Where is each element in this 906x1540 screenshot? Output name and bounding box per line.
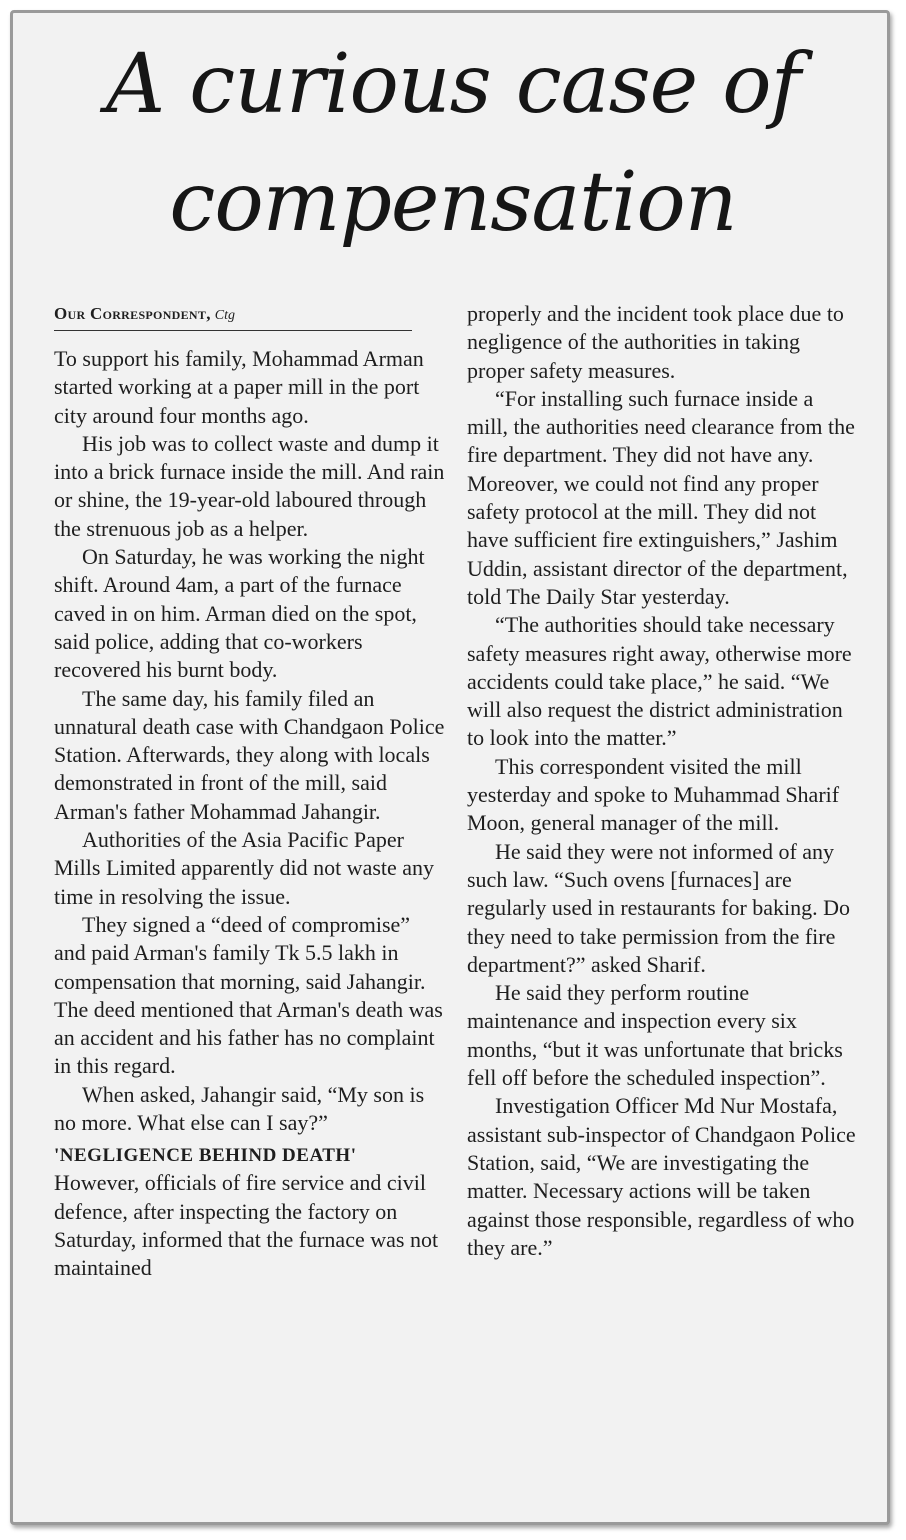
paragraph: Authorities of the Asia Pacific Paper Mills Limited apparently did not waste any time in resolving the issue. <box>54 827 435 909</box>
paragraph: They signed a “deed of compromise” and paid Arman's family Tk 5.5 lakh in compensation that morning, said Jahangir. The deed mentioned that Arman's death was an accident and his father has no complaint in this regard. <box>54 911 443 1079</box>
paragraph: He said they perform routine maintenance and inspection every six months, “but it was unfortunate that bricks fell off before the scheduled inspection”. <box>467 980 843 1091</box>
paragraph-continuation: properly and the incident took place due to negligence of the authorities in taking proper safety measures. <box>467 301 844 383</box>
paragraph: The same day, his family filed an unnatural death case with Chandgaon Police Station. Afterwards, they along with locals demonstrated in front of the mill, said Arman's father Mohammad Jahangir. <box>54 685 445 824</box>
paragraph: This correspondent visited the mill yesterday and spoke to Muhammad Sharif Moon, general manager of the mill. <box>467 753 840 836</box>
byline <box>54 300 412 331</box>
paragraph: Investigation Officer Md Nur Mostafa, assistant sub-inspector of Chandgaon Police Station, said, “We are investigating the matter. Necessary actions will be taken against those responsible, regardless of who they are.” <box>467 1093 856 1260</box>
paragraph: On Saturday, he was working the night shift. Around 4am, a part of the furnace caved in on him. Arman died on the spot, said police, adding that co-workers recovered his burnt body. <box>54 544 425 683</box>
byline-location: Ctg <box>214 308 235 323</box>
article-column-left <box>54 300 446 1283</box>
paragraph: “The authorities should take necessary safety measures right away, otherwise more accidents could take place,” he said. “We will also request the district administration to look into the matter.” <box>467 612 852 751</box>
paragraph: “For installing such furnace inside a mill, the authorities need clearance from the fire department. They did not have any. Moreover, we could not find any proper safety protocol at the mill. They did not have sufficient fire extinguishers,” Jashim Uddin, assistant director of the department, told The Daily Star yesterday. <box>467 385 855 609</box>
paragraph: He said they were not informed of any such law. “Such ovens [furnaces] are regularly used in restaurants for baking. Do they need to take permission from the fire department?” asked Sharif. <box>467 838 851 977</box>
paragraph: When asked, Jahangir said, “My son is no more. What else can I say?” <box>54 1081 425 1136</box>
headline-line-2: compensation <box>169 155 737 250</box>
paragraph: However, officials of fire service and civil defence, after inspecting the factory on Saturday, informed that the furnace was not maintained <box>54 1170 439 1281</box>
paragraph: His job was to collect waste and dump it into a brick furnace inside the mill. And rain or shine, the 19-year-old laboured through the strenuous job as a helper. <box>54 430 445 541</box>
headline-line-1: A curious case of <box>106 37 800 132</box>
byline-author: Our Correspondent, <box>54 304 211 323</box>
paragraph: To support his family, Mohammad Arman started working at a paper mill in the port city around four months ago. <box>54 346 424 428</box>
section-subhead: 'NEGLIGENCE BEHIND DEATH' <box>54 1145 357 1167</box>
article-column-right <box>467 300 859 1262</box>
article-headline <box>0 26 906 262</box>
